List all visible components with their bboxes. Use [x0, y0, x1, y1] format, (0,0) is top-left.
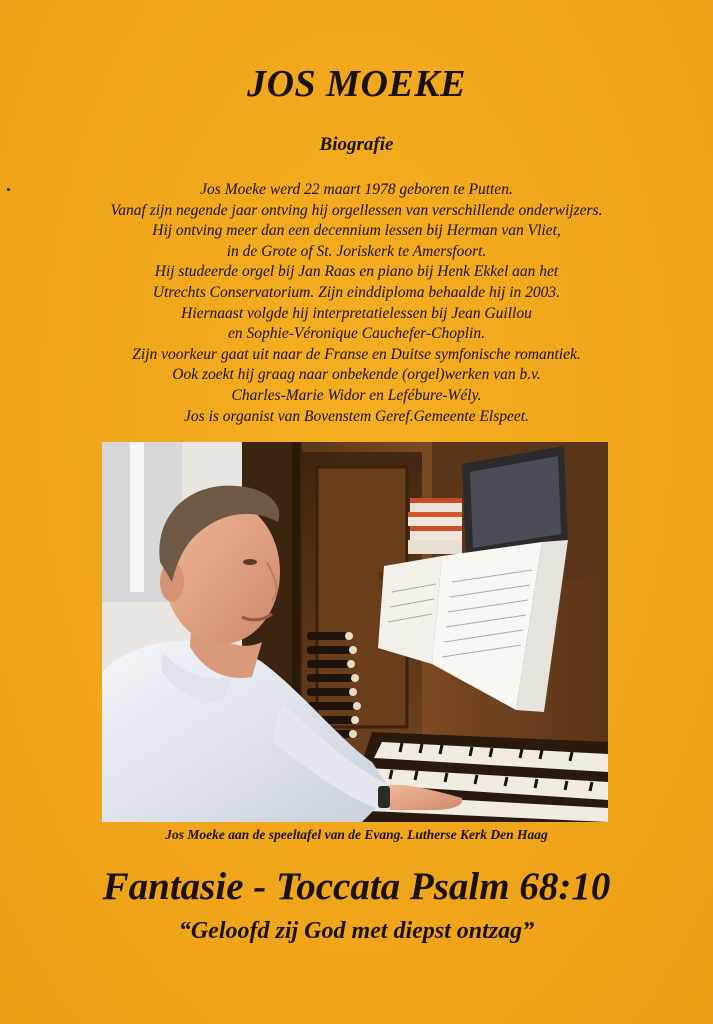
bio-line: in de Grote of St. Joriskerk te Amersfoort.	[226, 242, 487, 260]
bio-line: Ook zoekt hij graag naar onbekende (orgel)werken van b.v.	[172, 366, 541, 384]
section-heading: Biografie	[319, 134, 394, 155]
bio-line: Charles-Marie Widor en Lefébure-Wély.	[231, 386, 482, 404]
bio-line: Jos is organist van Bovenstem Geref.Gemeente Elspeet.	[184, 407, 529, 425]
piece-title: Fantasie - Toccata Psalm 68:10	[102, 865, 611, 908]
bio-line: Jos Moeke werd 22 maart 1978 geboren te Putten.	[200, 181, 513, 198]
organist-photo	[102, 442, 608, 822]
bio-line: Hiernaast volgde hij interpretatielessen bij Jean Guillou	[181, 304, 532, 322]
page-title: JOS MOEKE	[247, 63, 466, 105]
bio-line: Vanaf zijn negende jaar ontving hij orgellessen van verschillende onderwijzers.	[110, 201, 603, 219]
piece-subtitle-quote: “Geloofd zij God met diepst ontzag”	[178, 918, 535, 944]
bio-line: en Sophie-Véronique Cauchefer-Choplin.	[228, 325, 485, 343]
biography-text	[40, 180, 673, 427]
bio-line: Utrechts Conservatorium. Zijn einddiploma behaalde hij in 2003.	[152, 283, 561, 301]
photo-caption: Jos Moeke aan de speeltafel van de Evang. Lutherse Kerk Den Haag	[165, 827, 548, 842]
print-speck	[7, 188, 10, 191]
bio-line: Hij studeerde orgel bij Jan Raas en piano bij Henk Ekkel aan het	[154, 263, 559, 281]
bio-line: Hij ontving meer dan een decennium lessen bij Herman van Vliet,	[152, 222, 561, 240]
bio-line: Zijn voorkeur gaat uit naar de Franse en Duitse symfonische romantiek.	[132, 345, 581, 363]
